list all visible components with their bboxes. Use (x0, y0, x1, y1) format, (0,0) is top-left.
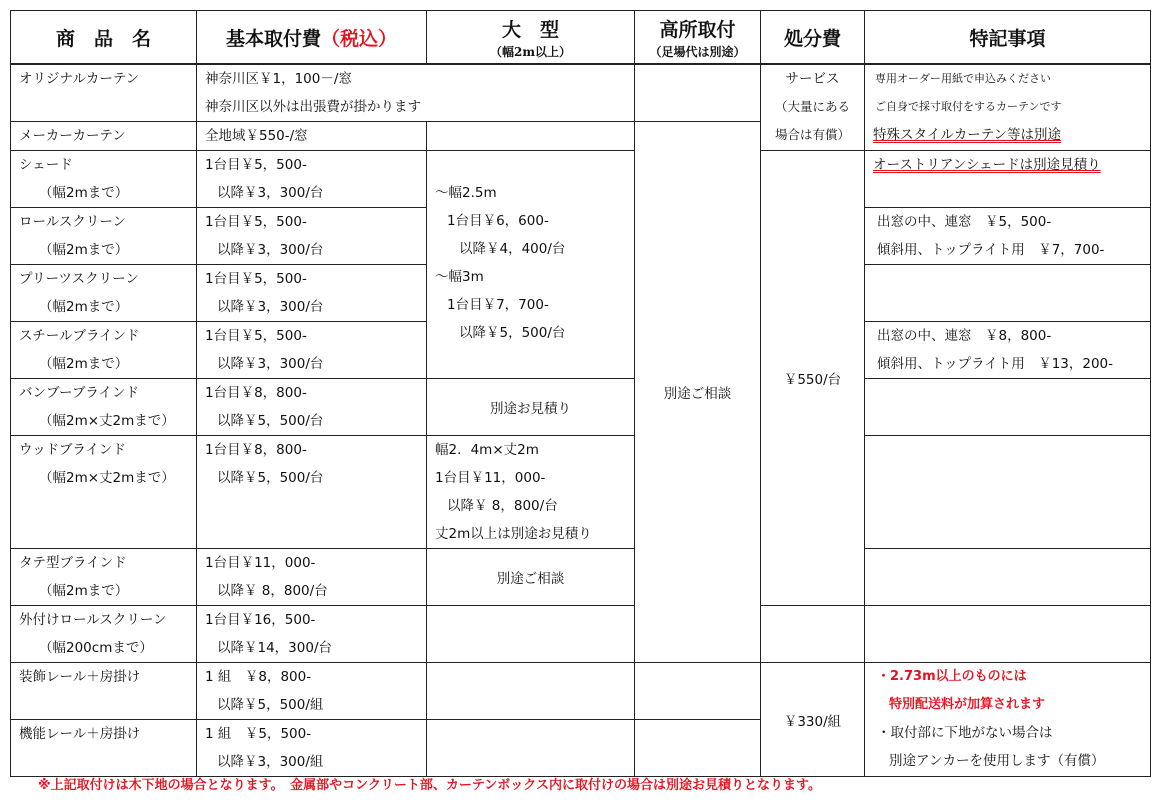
table-row (11, 436, 1151, 549)
base-fee: 1台目￥5，500- 以降￥3，300/台 (197, 208, 427, 265)
disposal-blinds: ￥550/台 (761, 151, 865, 606)
base-fee: 1 組 ￥8，800- 以降￥5，500/組 (197, 663, 427, 720)
large-fee (427, 606, 635, 663)
base-fee: 1台目￥8，800- 以降￥5，500/台 (197, 379, 427, 436)
header-product: 商 品 名 (11, 11, 197, 65)
notes-shade: オーストリアンシェードは別途見積り (865, 151, 1151, 208)
large-fee: 幅2．4m×丈2m 1台目￥11，000- 以降￥ 8，800/台 丈2m以上は別途お見積り (427, 436, 635, 549)
large-fee (427, 720, 635, 777)
base-fee: 1 組 ￥5，500- 以降￥3，300/組 (197, 720, 427, 777)
notes-empty (865, 436, 1151, 549)
large-fee: 別途ご相談 (427, 549, 635, 606)
notes-rails: ・2.73m以上のものには 特別配送料が加算されます ・取付部に下地がない場合は 別途アンカーを使用します（有償） (865, 663, 1151, 777)
table-row (11, 379, 1151, 436)
high-consult: 別途ご相談 (635, 122, 761, 663)
header-disposal: 処分費 (761, 11, 865, 65)
large-fee (427, 122, 635, 151)
product-name: タテ型ブラインド （幅2mまで） (11, 549, 197, 606)
disposal-rails: ￥330/組 (761, 663, 865, 777)
table-row (11, 151, 1151, 208)
product-name: ウッドブラインド （幅2m×丈2mまで） (11, 436, 197, 549)
notes-empty (865, 265, 1151, 322)
product-name: 外付けロールスクリーン （幅200cmまで） (11, 606, 197, 663)
notes-roll: 出窓の中、連窓 ￥5，500- 傾斜用、トップライト用 ￥7，700- (865, 208, 1151, 265)
product-name: スチールブラインド （幅2mまで） (11, 322, 197, 379)
product-name: オリジナルカーテン (11, 64, 197, 122)
product-name: ロールスクリーン （幅2mまで） (11, 208, 197, 265)
notes-curtain: 専用オーダー用紙で申込みください ご自身で採寸取付をするカーテンです 特殊スタイルカーテン等は別途 (865, 64, 1151, 151)
disposal-service: サービス （大量にある 場合は有償） (761, 64, 865, 151)
product-name: 装飾レール＋房掛け (11, 663, 197, 720)
high-fee (761, 606, 865, 663)
product-name: シェード （幅2mまで） (11, 151, 197, 208)
base-fee: 1台目￥16，500- 以降￥14，300/台 (197, 606, 427, 663)
notes-empty (865, 379, 1151, 436)
header-notes: 特記事項 (865, 11, 1151, 65)
product-name: メーカーカーテン (11, 122, 197, 151)
large-fee-group: ～幅2.5m 1台目￥6，600- 以降￥4，400/台 ～幅3m 1台目￥7，700- 以降￥5，500/台 (427, 151, 635, 379)
base-fee: 1台目￥5，500- 以降￥3，300/台 (197, 151, 427, 208)
table-row (11, 549, 1151, 606)
header-base-fee: 基本取付費（税込） (197, 11, 427, 65)
table-row (11, 64, 1151, 122)
notes-empty (865, 606, 1151, 663)
header-row (11, 11, 1151, 65)
header-large: 大 型 （幅2m以上） (427, 11, 635, 65)
large-fee: 別途お見積り (427, 379, 635, 436)
table-row (11, 606, 1151, 663)
header-high: 高所取付 （足場代は別途） (635, 11, 761, 65)
base-fee: 1台目￥5，500- 以降￥3，300/台 (197, 322, 427, 379)
high-fee (635, 720, 761, 777)
base-fee: 全地域￥550-/窓 (197, 122, 427, 151)
base-fee: 1台目￥11，000- 以降￥ 8，800/台 (197, 549, 427, 606)
high-fee (635, 64, 761, 122)
product-name: プリーツスクリーン （幅2mまで） (11, 265, 197, 322)
base-fee: 神奈川区￥1，100－/窓 神奈川区以外は出張費が掛かります (197, 64, 635, 122)
header-tax: （税込） (321, 27, 398, 50)
base-fee: 1台目￥8，800- 以降￥5，500/台 (197, 436, 427, 549)
notes-empty (865, 549, 1151, 606)
table-row (11, 663, 1151, 720)
price-table (10, 10, 1151, 777)
high-fee (635, 663, 761, 720)
large-fee (427, 663, 635, 720)
base-fee: 1台目￥5，500- 以降￥3，300/台 (197, 265, 427, 322)
product-name: バンブーブラインド （幅2m×丈2mまで） (11, 379, 197, 436)
footer-note: ※上記取付けは木下地の場合となります。 金属部やコンクリート部、カーテンボックス内に取付けの場合は別途お見積りとなります。 (38, 778, 822, 793)
notes-steel: 出窓の中、連窓 ￥8，800- 傾斜用、トップライト用 ￥13，200- (865, 322, 1151, 379)
product-name: 機能レール＋房掛け (11, 720, 197, 777)
